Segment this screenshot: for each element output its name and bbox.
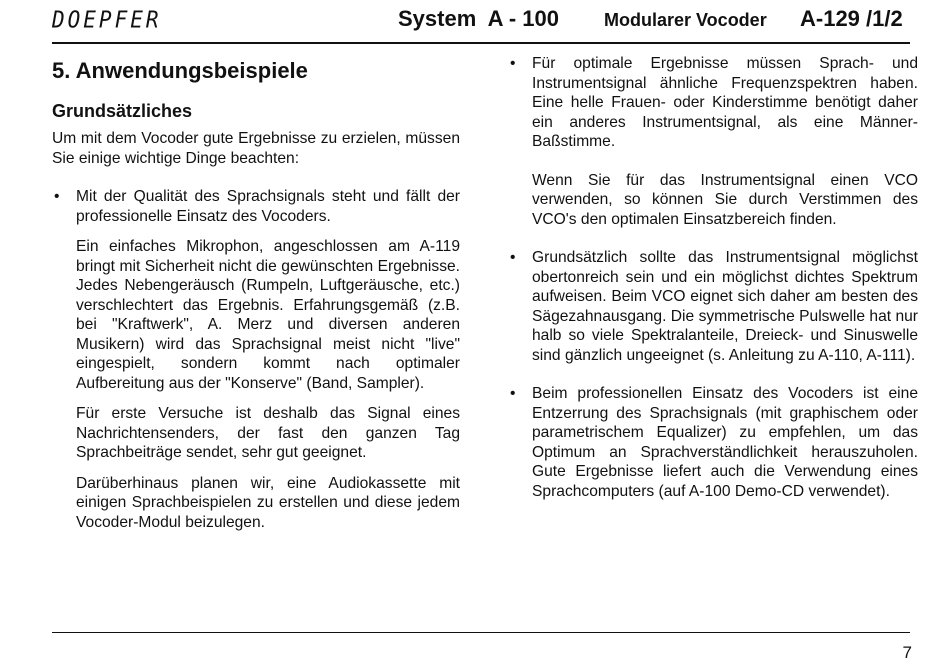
product-title: Modularer Vocoder — [604, 10, 767, 30]
page-number: 7 — [902, 643, 912, 662]
paragraph: Darüberhinaus planen wir, eine Audiokassette mit einigen Sprachbeispielen zu erstellen und diese jedem Vocoder-Modul beizulegen. — [76, 474, 460, 531]
list-item-text: Beim professionellen Einsatz des Vocoders ist eine Entzerrung des Sprachsignals (mit graphischem oder parametrischem Equalizer) zu empfehlen, um das Optimum an Sprachverständlichkeit herauszuholen. Gute Ergebnisse liefert auch die Verwendung eines Sprachcomputers (auf A-100 Demo-CD verwendet). — [532, 385, 918, 500]
list-item-text: Mit der Qualität des Sprachsignals steht und fällt der professionelle Einsatz des Vocoders. — [76, 188, 460, 225]
intro-paragraph: Um mit dem Vocoder gute Ergebnisse zu erzielen, müssen Sie einige wichtige Dinge beachten: — [52, 130, 460, 167]
bullet-icon: • — [510, 249, 516, 266]
header-rule — [52, 42, 910, 44]
paragraph: Ein einfaches Mikrophon, angeschlossen am A-119 bringt mit Sicherheit nicht die gewünschten Ergebnisse. Jedes Nebengeräusch (Rumpeln, Luftgeräusche, etc.) verschlechtert das Ergebnis. Erfahrungsgemäß (z.B. bei "Kraftwerk", A. Merz und diversen anderen Musikern) wird das Sprachsignal meist nicht "live" eingespielt, sondern kommt nach optimaler Aufbereitung aus der "Konserve" (Band, Sampler). — [76, 238, 460, 392]
right-column — [508, 54, 918, 501]
subsection-heading: Grundsätzliches — [52, 101, 193, 121]
left-column — [52, 54, 460, 532]
bullet-icon: • — [54, 188, 60, 205]
list-item-text: Für optimale Ergebnisse müssen Sprach- und Instrumentsignal ähnliche Frequenzspektren haben. Eine helle Frauen- oder Kinderstimme benötigt daher ein anderes Instrumentsignal, als eine Männer-Baßstimme. — [532, 55, 918, 150]
section-heading: 5. Anwendungsbeispiele — [52, 58, 308, 83]
list-item — [52, 187, 460, 226]
module-number: A-129 /1/2 — [800, 6, 903, 31]
list-item-text: Grundsätzlich sollte das Instrumentsignal möglichst obertonreich sein und ein möglichst dichtes Spektrum aufweisen. Beim VCO eignet sich daher am besten des Sägezahnausgang. Die symmetrische Pulswelle hat nur halb so viele Spektralanteile, Dreieck- und Sinuswelle sind gänzlich ungeeignet (s. Anleitung zu A-110, A-111). — [532, 249, 918, 364]
list-item — [508, 384, 918, 501]
list-item — [508, 248, 918, 365]
doepfer-logo: DOEPFER — [52, 6, 162, 34]
footer-rule — [52, 632, 910, 633]
list-item — [508, 54, 918, 152]
system-title: System A - 100 — [398, 6, 560, 31]
paragraph: Für erste Versuche ist deshalb das Signal eines Nachrichtensenders, der fast den ganzen Tag Sprachbeiträge sendet, sehr gut geeignet. — [76, 405, 460, 461]
bullet-icon: • — [510, 385, 516, 402]
paragraph: Wenn Sie für das Instrumentsignal einen VCO verwenden, so können Sie durch Verstimmen des VCO's den optimalen Einsatzbereich finden. — [532, 171, 918, 228]
page-header — [52, 0, 910, 44]
bullet-icon: • — [510, 55, 516, 72]
